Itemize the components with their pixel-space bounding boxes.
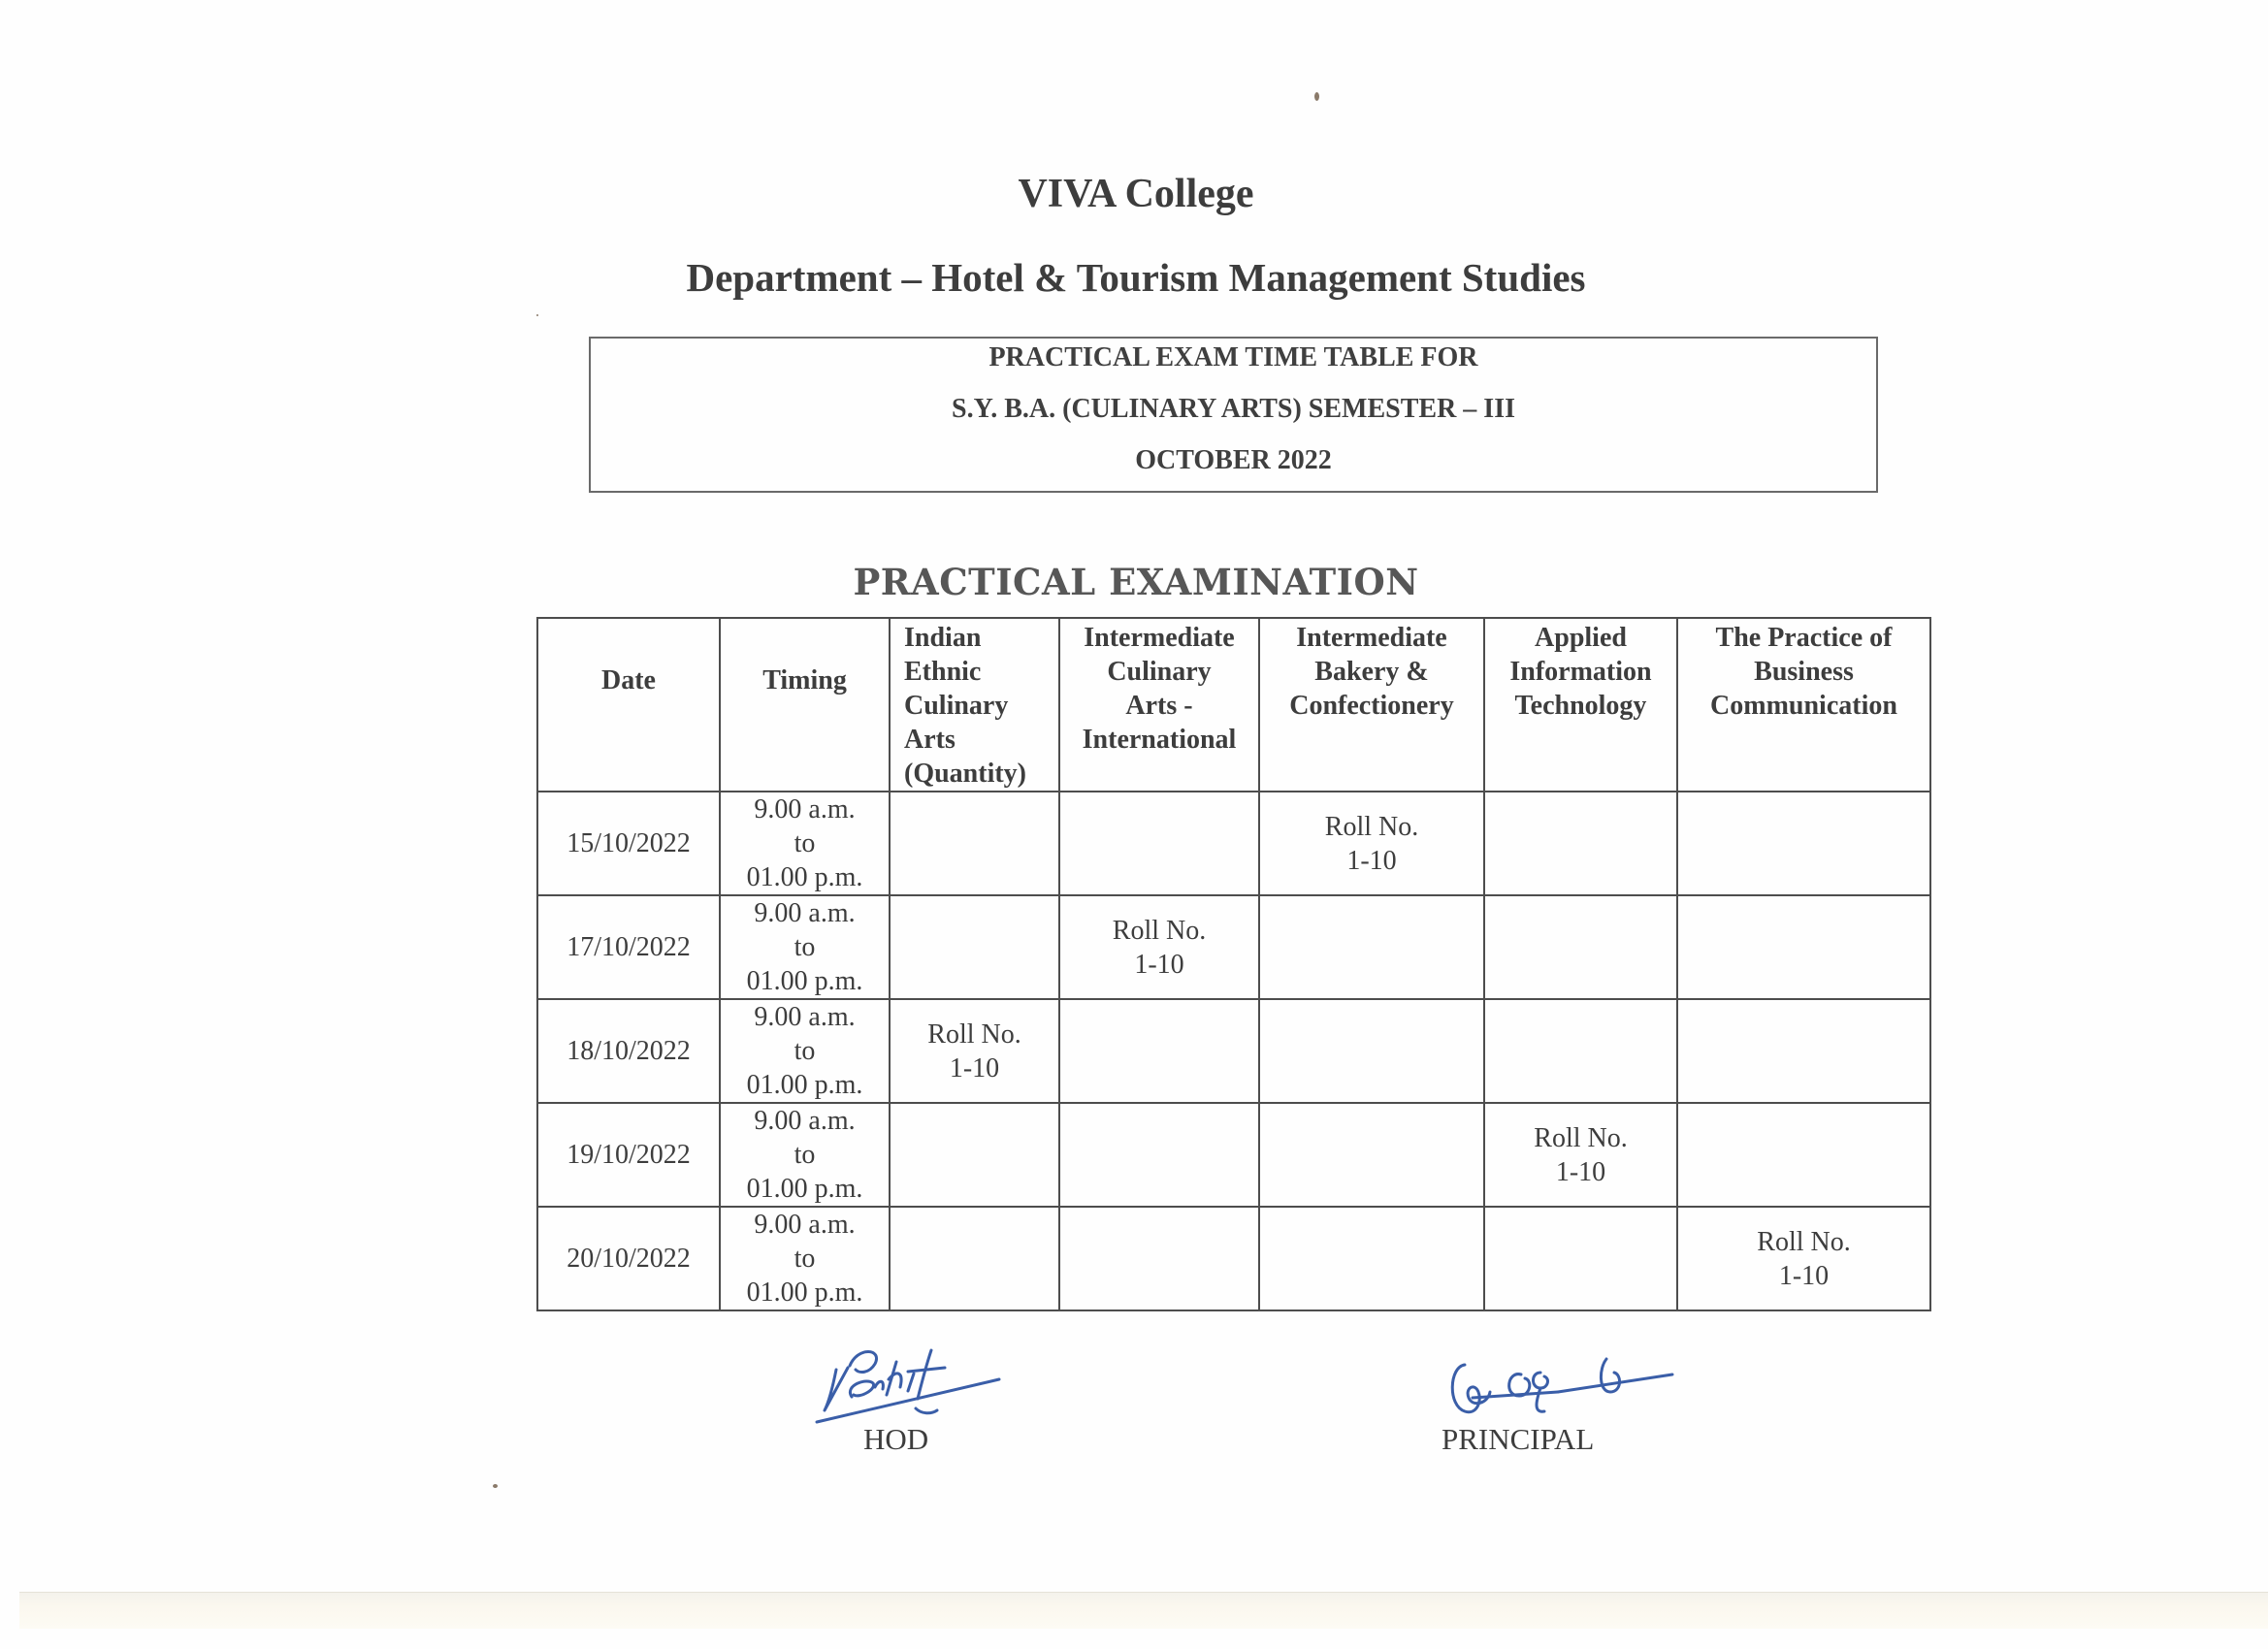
header-label: Ethnic xyxy=(904,657,982,687)
exam-cell-empty xyxy=(1259,1207,1484,1310)
header-label: Arts - xyxy=(1125,691,1193,721)
header-label: Timing xyxy=(762,665,847,695)
header-label: Information xyxy=(1509,657,1652,687)
timing-cell xyxy=(720,1207,890,1310)
header-label: Culinary xyxy=(904,691,1009,721)
date-cell: 15/10/2022 xyxy=(537,792,720,895)
scan-edge-band xyxy=(19,1592,2268,1629)
table-header-row xyxy=(537,618,1930,792)
scan-speck xyxy=(536,314,538,316)
timing-start: 9.00 a.m. xyxy=(754,1002,856,1032)
timing-cell xyxy=(720,895,890,999)
header-label: Business xyxy=(1754,657,1854,687)
roll-range: 1-10 xyxy=(1134,949,1184,980)
timing-end: 01.00 p.m. xyxy=(746,1070,863,1100)
roll-range: 1-10 xyxy=(1778,1260,1830,1291)
timing-start: 9.00 a.m. xyxy=(754,1106,856,1136)
exam-cell-roll-numbers xyxy=(890,999,1059,1103)
exam-cell-empty xyxy=(1484,792,1677,895)
roll-range: 1-10 xyxy=(949,1052,1000,1083)
date-cell: 18/10/2022 xyxy=(537,999,720,1103)
header-label: Confectionery xyxy=(1289,691,1454,721)
roll-label: Roll No. xyxy=(1757,1226,1851,1257)
exam-cell-empty xyxy=(890,1103,1059,1207)
exam-cell-roll-numbers xyxy=(1677,1207,1930,1310)
info-line-month: OCTOBER 2022 xyxy=(1135,445,1332,475)
column-header-timing xyxy=(720,618,890,792)
header-label: Culinary xyxy=(1107,657,1212,687)
header-label: (Quantity) xyxy=(904,759,1026,789)
timing-cell xyxy=(720,1103,890,1207)
timing-start: 9.00 a.m. xyxy=(754,794,856,824)
scan-speck xyxy=(493,1484,498,1488)
exam-cell-empty xyxy=(1484,1207,1677,1310)
timing-separator: to xyxy=(794,1244,816,1274)
date-cell: 17/10/2022 xyxy=(537,895,720,999)
timing-end: 01.00 p.m. xyxy=(746,1174,863,1204)
exam-timetable xyxy=(536,617,1931,1311)
roll-label: Roll No. xyxy=(1534,1122,1628,1153)
principal-signature-icon xyxy=(1443,1353,1686,1421)
column-header-date xyxy=(537,618,720,792)
college-title: VIVA College xyxy=(1018,172,1254,216)
exam-cell-empty xyxy=(890,792,1059,895)
exam-cell-empty xyxy=(1484,895,1677,999)
department-title: Department – Hotel & Tourism Management Studies xyxy=(686,255,1586,300)
header-label: Bakery & xyxy=(1314,657,1429,687)
section-heading: PRACTICAL EXAMINATION xyxy=(853,561,1419,603)
timing-start: 9.00 a.m. xyxy=(754,898,856,928)
exam-cell-empty xyxy=(1059,999,1259,1103)
header-label: Applied xyxy=(1535,623,1627,653)
principal-label: PRINCIPAL xyxy=(1442,1422,1595,1456)
exam-cell-empty xyxy=(890,1207,1059,1310)
date-cell: 19/10/2022 xyxy=(537,1103,720,1207)
timing-separator: to xyxy=(794,1036,816,1066)
exam-cell-empty xyxy=(1677,792,1930,895)
timing-end: 01.00 p.m. xyxy=(746,862,863,892)
exam-cell-empty xyxy=(1677,1103,1930,1207)
exam-cell-empty xyxy=(1484,999,1677,1103)
roll-label: Roll No. xyxy=(927,1018,1021,1050)
column-header-business-communication xyxy=(1677,618,1930,792)
timing-start: 9.00 a.m. xyxy=(754,1210,856,1240)
exam-cell-roll-numbers xyxy=(1259,792,1484,895)
exam-info-box xyxy=(589,337,1878,493)
table-row xyxy=(537,999,1930,1103)
timing-end: 01.00 p.m. xyxy=(746,1277,863,1308)
timing-separator: to xyxy=(794,1140,816,1170)
timing-separator: to xyxy=(794,932,816,962)
table-row xyxy=(537,792,1930,895)
header-label: Intermediate xyxy=(1296,623,1447,653)
column-header-intermediate-culinary-arts-international xyxy=(1059,618,1259,792)
info-line-title: PRACTICAL EXAM TIME TABLE FOR xyxy=(988,342,1478,372)
roll-label: Roll No. xyxy=(1324,811,1419,842)
exam-cell-empty xyxy=(1259,999,1484,1103)
exam-cell-empty xyxy=(1677,999,1930,1103)
header-label: The Practice of xyxy=(1715,623,1893,653)
exam-cell-roll-numbers xyxy=(1059,895,1259,999)
column-header-intermediate-bakery-confectionery xyxy=(1259,618,1484,792)
header-label: International xyxy=(1082,725,1237,755)
exam-cell-empty xyxy=(1259,1103,1484,1207)
header-label: Indian xyxy=(904,623,982,653)
exam-cell-empty xyxy=(1059,1207,1259,1310)
table-row xyxy=(537,1207,1930,1310)
hod-signature-icon xyxy=(815,1341,1009,1428)
exam-cell-empty xyxy=(890,895,1059,999)
timing-end: 01.00 p.m. xyxy=(746,966,863,996)
exam-cell-empty xyxy=(1259,895,1484,999)
hod-label: HOD xyxy=(863,1422,929,1456)
exam-cell-roll-numbers xyxy=(1484,1103,1677,1207)
column-header-indian-ethnic-culinary-arts xyxy=(890,618,1059,792)
header-label: Arts xyxy=(904,725,956,755)
header-label: Technology xyxy=(1514,691,1647,721)
column-header-applied-information-technology xyxy=(1484,618,1677,792)
exam-cell-empty xyxy=(1059,1103,1259,1207)
roll-range: 1-10 xyxy=(1555,1156,1606,1187)
header-label: Intermediate xyxy=(1084,623,1235,653)
header-label: Date xyxy=(601,665,656,695)
table-row xyxy=(537,1103,1930,1207)
timing-cell xyxy=(720,792,890,895)
roll-range: 1-10 xyxy=(1346,845,1397,876)
exam-cell-empty xyxy=(1059,792,1259,895)
header-label: Communication xyxy=(1710,691,1897,721)
timing-separator: to xyxy=(794,828,816,858)
table-row xyxy=(537,895,1930,999)
exam-cell-empty xyxy=(1677,895,1930,999)
roll-label: Roll No. xyxy=(1112,915,1207,946)
scan-speck xyxy=(1314,92,1319,101)
timing-cell xyxy=(720,999,890,1103)
date-cell: 20/10/2022 xyxy=(537,1207,720,1310)
info-line-course: S.Y. B.A. (CULINARY ARTS) SEMESTER – III xyxy=(952,394,1515,424)
